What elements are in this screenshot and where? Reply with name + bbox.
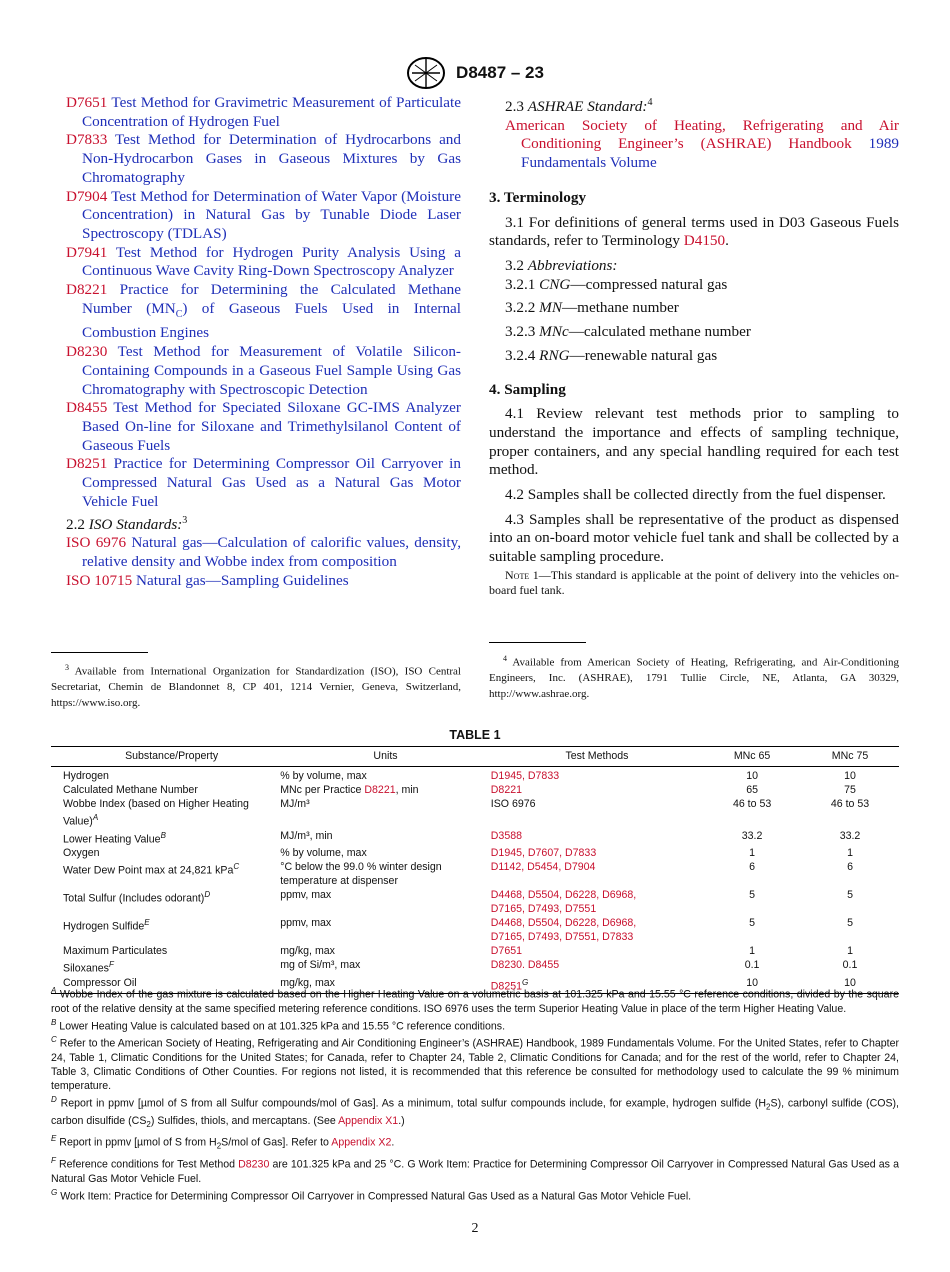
ref-title[interactable]: Test Method for Determination of Hydrocarbons and Non-Hydrocarbon Gases in Gaseous Mixtures by Gas Chromatography: [82, 131, 461, 186]
footnote-4: $^4$ Available from American Society of Heating, Refrigerating, and Air-Conditioning Engineers, Inc. (ASHRAE), 1791 Tullie Circle, NE, Atlanta, GA 30329, http://www.ashrae.org.: [489, 654, 899, 700]
table-row: Hydrogen Sulfide$^E$ ppmv, max D4468, D5504, D6228, D6968, D7165, D7493, D7551, D7833 5 5: [63, 917, 853, 944]
ref-title[interactable]: Test Method for Speciated Siloxane GC-IMS Analyzer Based On-line for Siloxane and Trimethylsilanol Content of Gaseous Fuels: [82, 399, 461, 454]
ref-title[interactable]: Practice for Determining the Calculated Methane Number $(MN_C)$ of Gaseous Fuels Used in Internal Combustion Engines: [82, 281, 462, 342]
page-number: 2: [471, 1221, 479, 1236]
link-d8221[interactable]: D8221: [364, 784, 396, 796]
ref-d7904: [66, 188, 461, 244]
section-heading: 4. Sampling: [489, 380, 566, 398]
method-links[interactable]: D1945, D7607, D7833: [490, 847, 597, 860]
column-header: Test Methods: [491, 747, 703, 767]
ref-d8251: [66, 455, 461, 511]
table-caption: TABLE 1: [449, 728, 501, 742]
column-header: Substance/Property: [51, 747, 280, 767]
ref-title[interactable]: Natural gas—Sampling Guidelines: [136, 571, 349, 589]
table-row: Lower Heating Value$^B$ MJ/m³, min D3588 33.2 33.2: [63, 829, 861, 846]
ref-title[interactable]: 1989 Fundamentals Volume: [521, 135, 899, 172]
method-links[interactable]: D1142, D5454, D7904: [490, 861, 596, 874]
table-row: Hydrogen % by volume, max D1945, D7833 10 10: [51, 767, 899, 784]
table-note: $^F$ Reference conditions for Test Method D8230 are 101.325 kPa and 25 °C. G Work Item: Practice for Determining Compressor Oil Carryover in Compressed Natural Gas Used as a Natural Gas Motor Vehicle Fuel.: [51, 1155, 899, 1185]
table-row: Water Dew Point max at 24,821 kPa$^C$ °C below the 99.0 % winter design temperature at dispenser D1142, D5454, D7904 6 6: [63, 861, 853, 888]
table-note: $^C$ Refer to the American Society of Heating, Refrigerating and Air Conditioning Engineer’s (ASHRAE) Handbook, 1989 Fundamentals Volume. For the United States, refer to Chapter 24, Table 1, Climatic Conditions for the United States; for Canada, refer to Chapter 24, Table 2, Climatic Conditions for Canada; and for the rest of the world, refer to Chapter 24, Table 3, Climatic Conditions of Other Counties. For regions not listed, it is recommended that this reference be consulted for methodology used to calculate the 99 % minimum temperature.: [51, 1035, 899, 1092]
method-links[interactable]: D4468, D5504, D6228, D6968, D7165, D7493, D7551, D7833: [490, 917, 637, 944]
ref-code[interactable]: D7941: [66, 243, 108, 261]
ref-code[interactable]: D8455: [66, 399, 108, 417]
paragraph: 3.1 For definitions of general terms used in D03 Gaseous Fuels standards, refer to Terminology D4150.: [489, 213, 899, 250]
footnote-rule: [489, 642, 586, 643]
method-links[interactable]: D8251: [490, 980, 522, 993]
left-column: [66, 94, 461, 590]
method-links[interactable]: D8221: [490, 784, 522, 796]
ref-code[interactable]: ISO 6976: [66, 534, 127, 552]
ref-d8230: [66, 343, 461, 399]
link-appendix-x1[interactable]: Appendix X1: [338, 1115, 399, 1128]
ref-title[interactable]: Test Method for Determination of Water Vapor (Moisture Concentration) in Natural Gas by Tunable Diode Laser Spectroscopy (TDLAS): [82, 187, 461, 242]
note: Note 1—This standard is applicable at the point of delivery into the vehicles on-board fuel tank.: [489, 567, 899, 597]
table-note: $^G$ Work Item: Practice for Determining Compressor Oil Carryover in Compressed Natural Gas Used as a Natural Gas Motor Vehicle Fuel.: [51, 1187, 692, 1203]
paragraph: 4.2 Samples shall be collected directly from the fuel dispenser.: [505, 486, 886, 504]
table-row: Maximum Particulates mg/kg, max D7651 1 1: [63, 945, 853, 958]
abbrev-item: 3.2.4 RNG—renewable natural gas: [505, 346, 718, 364]
ref-d7833: [66, 131, 461, 187]
method-links[interactable]: D7651: [490, 945, 522, 958]
ref-title[interactable]: Practice for Determining Compressor Oil Carryover in Compressed Natural Gas Used as a Natural Gas Motor Vehicle Fuel: [82, 455, 461, 510]
abbrev-item: 3.2.2 MN—methane number: [505, 299, 679, 317]
method-links[interactable]: D8230. D8455: [490, 959, 560, 972]
ref-title[interactable]: Test Method for Hydrogen Purity Analysis Using a Continuous Wave Cavity Ring-Down Spectroscopy Analyzer: [82, 243, 461, 280]
abbrev-item: 3.2.3 MNc—calculated methane number: [505, 323, 751, 341]
ref-iso-6976: [66, 534, 461, 571]
specification-table: [51, 746, 899, 994]
right-column: [489, 94, 899, 598]
abbreviations-heading: 3.2 Abbreviations:: [505, 256, 618, 274]
table-row: Calculated Methane Number MNc per Practice D8221, min D8221 65 75: [63, 784, 856, 796]
link-d4150[interactable]: D4150: [683, 232, 726, 250]
link-appendix-x2[interactable]: Appendix X2: [331, 1136, 392, 1149]
ref-d7941: [66, 244, 461, 281]
ref-ashrae: [505, 117, 899, 173]
ref-title[interactable]: Natural gas—Calculation of calorific values, density, relative density and Wobbe index from composition: [82, 534, 461, 570]
column-header: MNc 65: [703, 747, 801, 767]
ashrae-heading: 2.3 ASHRAE Standard:$^4$: [505, 97, 653, 116]
table-row: Siloxanes$^F$ mg of Si/m³, max D8230. D8455 0.1 0.1: [63, 959, 858, 975]
page-header: [0, 56, 950, 90]
ref-code[interactable]: ISO 10715: [66, 571, 133, 589]
footnote-rule: [51, 652, 148, 653]
table-row: Oxygen % by volume, max D1945, D7607, D7833 1 1: [63, 847, 853, 860]
ref-title[interactable]: Test Method for Measurement of Volatile Silicon-Containing Compounds in a Gaseous Fuel Sample Using Gas Chromatography with Spectroscopic Detection: [82, 343, 461, 398]
table-row: Wobbe Index (based on Higher Heating Value)$^A$ MJ/m³ ISO 6976 46 to 53 46 to 53: [63, 798, 870, 828]
ref-title[interactable]: Test Method for Gravimetric Measurement of Particulate Concentration of Hydrogen Fuel: [82, 94, 461, 130]
table-row: Total Sulfur (Includes odorant)$^D$ ppmv, max D4468, D5504, D6228, D6968, D7165, D7493, D7551 5 5: [63, 889, 853, 916]
designation: D8487 – 23: [456, 63, 544, 82]
ref-d8455: [66, 399, 461, 455]
table-note: $^D$ Report in ppmv [µmol of S from all Sulfur compounds/mol of Gas]. As a minimum, total sulfur compounds include, for example, hydrogen sulfide $(H_2S)$, carbonyl sulfide (COS), carbon disulfide $(CS_2)$ Sulfides, thiols, and mercaptans. (See Appendix X1.): [51, 1094, 900, 1130]
paragraph: 4.1 Review relevant test methods prior to sampling to understand the importance and effects of sampling technique, proper containers, and any special handling required for each test method.: [489, 405, 899, 479]
table-header-row: [51, 747, 899, 767]
link-d8230[interactable]: D8230: [238, 1158, 270, 1171]
ref-d8221: [66, 281, 461, 343]
method-links[interactable]: D3588: [490, 829, 522, 842]
ref-code[interactable]: D7904: [66, 187, 108, 205]
ref-code[interactable]: D8230: [66, 343, 108, 361]
table-note: $^B$ Lower Heating Value is calculated based on at 101.325 kPa and 15.55 °C reference conditions.: [51, 1017, 506, 1033]
column-header: MNc 75: [801, 747, 899, 767]
table-row: Compressor Oil mg/kg, max $D8251^G$ 10 10: [51, 976, 899, 994]
section-heading: 3. Terminology: [489, 188, 587, 206]
footnote-3: $^3$ Available from International Organization for Standardization (ISO), ISO Central Secretariat, Chemin de Blandonnet 8, CP 401, 1214 Vernier, Geneva, Switzerland, https://www.iso.org.: [51, 663, 461, 709]
ref-code[interactable]: American Society of Heating, Refrigerating and Air Conditioning Engineer’s (ASHRAE) Handbook: [505, 116, 899, 153]
ref-code[interactable]: D7651: [66, 94, 108, 111]
ref-iso-10715: [66, 572, 461, 591]
ref-code[interactable]: D8221: [66, 281, 108, 299]
column-header: Units: [280, 747, 491, 767]
ref-d7651: [66, 94, 461, 131]
ref-code[interactable]: D8251: [66, 455, 108, 473]
table-note: $^E$ Report in ppmv [µmol of S from $H_2S$/mol of Gas]. Refer to Appendix X2.: [51, 1134, 395, 1151]
ref-code[interactable]: D7833: [66, 131, 108, 149]
iso-heading: 2.2 ISO Standards:$^3$: [66, 514, 188, 533]
abbrev-item: 3.2.1 CNG—compressed natural gas: [505, 275, 728, 293]
method-links[interactable]: D4468, D5504, D6228, D6968, D7165, D7493, D7551: [490, 889, 637, 916]
table-note: $^A$ Wobbe Index of the gas mixture is calculated based on the Higher Heating Value on a volumetric basis at 101.325 kPa and 15.55 °C reference conditions, divided by the square root of the relative density at the same specified metering reference conditions. ISO 6976 uses the term Superior Heating Value in place of the term Higher Heating Value.: [51, 986, 899, 1015]
astm-logo-icon: [406, 56, 446, 90]
table-notes: [51, 984, 899, 1203]
paragraph: 4.3 Samples shall be representative of the product as dispensed into an on-board motor vehicle fuel tank and shall be collected by a suitable sampling procedure.: [489, 510, 899, 566]
method-links[interactable]: D1945, D7833: [490, 770, 560, 782]
